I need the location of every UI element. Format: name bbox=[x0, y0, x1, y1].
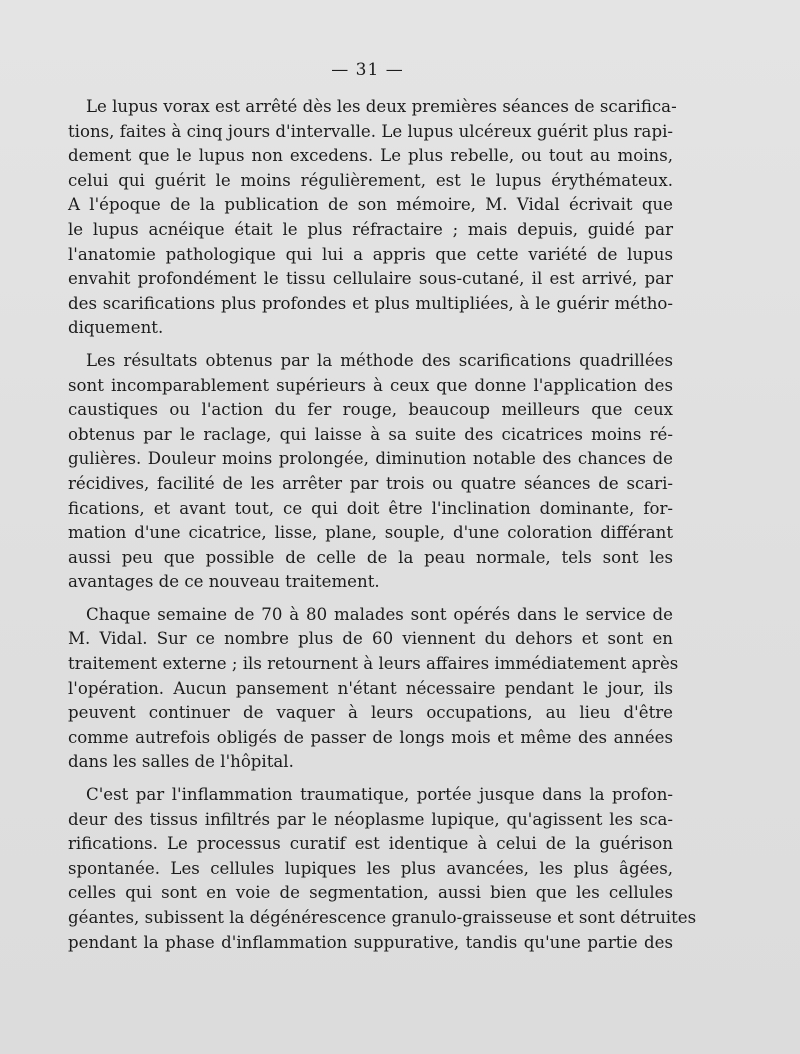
text-line: M. Vidal. Sur ce nombre plus de 60 viennent du dehors et sont en bbox=[68, 629, 673, 649]
body-text bbox=[68, 95, 697, 963]
text-line: diquement. bbox=[68, 318, 164, 338]
text-line: pendant la phase d'inflammation suppurative, tandis qu'une partie des bbox=[68, 932, 673, 952]
text-line: A l'époque de la publication de son mémoire, M. Vidal écrivait que bbox=[68, 195, 673, 215]
text-line: caustiques ou l'action du fer rouge, beaucoup meilleurs que ceux bbox=[68, 400, 673, 420]
text-line: géantes, subissent la dégénérescence granulo-graisseuse et sont détruites bbox=[68, 908, 697, 927]
page-number: — 31 — bbox=[331, 60, 404, 80]
text-line: dement que le lupus non excedens. Le plus rebelle, ou tout au moins, bbox=[68, 146, 673, 166]
text-line: spontanée. Les cellules lupiques les plus avancées, les plus âgées, bbox=[68, 858, 673, 878]
text-line: comme autrefois obligés de passer de longs mois et même des années bbox=[68, 727, 673, 747]
paragraph-1 bbox=[68, 95, 677, 341]
text-line: deur des tissus infiltrés par le néoplasme lupique, qu'agissent les sca- bbox=[68, 809, 673, 829]
text-line: C'est par l'inflammation traumatique, portée jusque dans la profon- bbox=[86, 785, 673, 805]
text-line: Les résultats obtenus par la méthode des scarifications quadrillées bbox=[86, 350, 673, 370]
text-line: peuvent continuer de vaquer à leurs occupations, au lieu d'être bbox=[68, 703, 673, 723]
text-line: gulières. Douleur moins prolongée, diminution notable des chances de bbox=[68, 449, 673, 469]
text-line: Chaque semaine de 70 à 80 malades sont opérés dans le service de bbox=[86, 604, 673, 624]
text-line: aussi peu que possible de celle de la peau normale, tels sont les bbox=[68, 547, 673, 567]
text-line: traitement externe ; ils retournent à leurs affaires immédiatement après bbox=[68, 654, 679, 674]
text-line: rifications. Le processus curatif est identique à celui de la guérison bbox=[68, 834, 673, 854]
text-line: celui qui guérit le moins régulièrement, est le lupus érythémateux. bbox=[68, 170, 673, 190]
paragraph-4 bbox=[68, 783, 697, 955]
text-line: mation d'une cicatrice, lisse, plane, souple, d'une coloration différant bbox=[68, 523, 673, 543]
text-line: fications, et avant tout, ce qui doit être l'inclination dominante, for- bbox=[68, 498, 673, 518]
text-line: tions, faites à cinq jours d'intervalle. Le lupus ulcéreux guérit plus rapi- bbox=[68, 121, 673, 141]
text-line: celles qui sont en voie de segmentation, aussi bien que les cellules bbox=[68, 883, 673, 903]
text-line: obtenus par le raclage, qui laisse à sa suite des cicatrices moins ré- bbox=[68, 424, 673, 444]
text-line: le lupus acnéique était le plus réfractaire ; mais depuis, guidé par bbox=[68, 219, 673, 239]
text-line: Le lupus vorax est arrêté dès les deux premières séances de scarifica- bbox=[86, 97, 677, 116]
text-line: dans les salles de l'hôpital. bbox=[68, 752, 294, 772]
paragraph-3 bbox=[68, 603, 679, 775]
text-line: récidives, facilité de les arrêter par trois ou quatre séances de scari- bbox=[68, 473, 673, 493]
text-line: avantages de ce nouveau traitement. bbox=[68, 572, 380, 592]
text-line: l'opération. Aucun pansement n'étant nécessaire pendant le jour, ils bbox=[68, 678, 673, 698]
text-line: sont incomparablement supérieurs à ceux que donne l'application des bbox=[68, 375, 673, 395]
text-line: l'anatomie pathologique qui lui a appris que cette variété de lupus bbox=[68, 244, 673, 264]
text-line: envahit profondément le tissu cellulaire sous-cutané, il est arrivé, par bbox=[68, 269, 673, 289]
paragraph-2 bbox=[68, 349, 673, 595]
text-line: des scarifications plus profondes et plus multipliées, à le guérir métho- bbox=[68, 293, 673, 313]
